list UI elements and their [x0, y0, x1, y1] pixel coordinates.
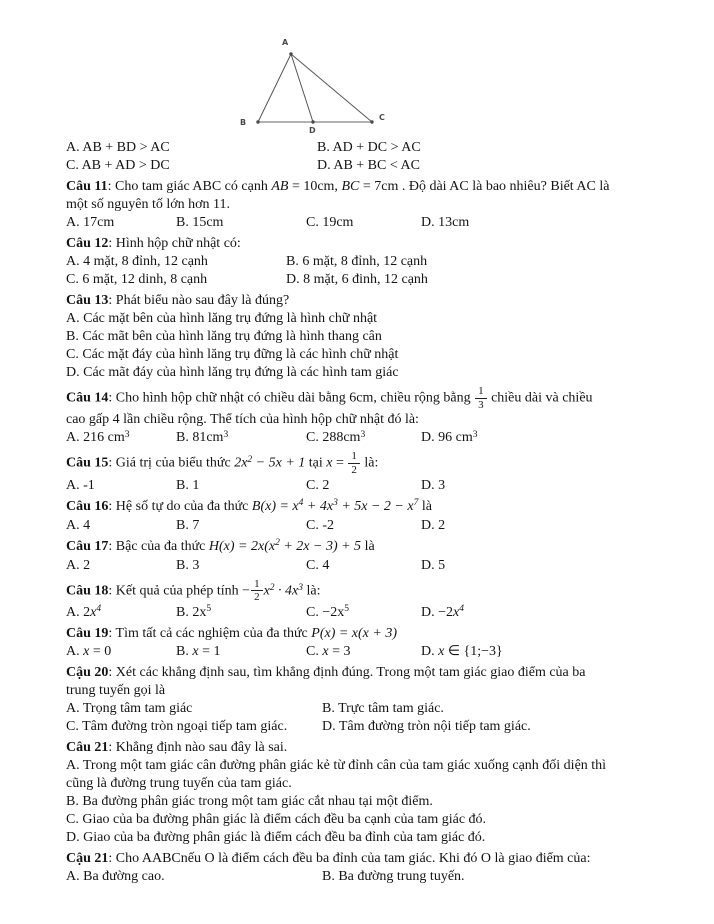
text-run: D.: [421, 643, 439, 659]
text-line: [66, 364, 666, 382]
answer-option: [176, 477, 199, 495]
text-run: C. Các mặt đáy của hình lăng trụ đững là các hình chữ nhật: [66, 347, 399, 362]
answer-option: [66, 477, 95, 495]
text-run: B. 6 mặt, 8 đỉnh, 12 cạnh: [286, 254, 428, 269]
text-run: x: [83, 643, 90, 659]
text-run: A. Trong một tam giác cân đường phân giác kẻ từ đỉnh cân của tam giác xuống cạnh đối diện thì: [66, 757, 607, 773]
answer-option-row: [66, 429, 666, 447]
answer-option: [317, 139, 421, 157]
text-run: A. -1: [66, 477, 95, 493]
answer-option-row: [66, 643, 666, 661]
vertex-label-b: B: [240, 118, 247, 127]
text-run: trung tuyến gọi là: [66, 682, 166, 698]
question-line: [66, 538, 666, 557]
text-run: C. AB + AD > DC: [66, 158, 170, 173]
text-line: [66, 811, 666, 829]
text-run: + 2x − 3) + 5: [279, 538, 362, 554]
answer-option: [66, 429, 129, 448]
answer-option: [322, 718, 531, 736]
answer-option: [421, 214, 469, 232]
text-run: A. 4: [66, 517, 91, 533]
text-run: D. AB + BC < AC: [317, 158, 420, 173]
text-run: x: [263, 583, 270, 599]
text-line: [66, 829, 666, 847]
text-run: x: [192, 643, 199, 659]
text-run: B. 7: [176, 517, 200, 533]
text-run: A. AB + BD > AC: [66, 140, 170, 155]
answer-option: [66, 214, 114, 232]
text-run: C. 2: [306, 477, 330, 493]
text-run: : Hệ số tự do của đa thức: [108, 498, 252, 514]
question-line: [66, 498, 666, 517]
text-run: Câu 16: [66, 498, 109, 514]
text-run: x: [90, 604, 97, 620]
text-run: B. 3: [176, 557, 200, 573]
answer-option: [421, 429, 477, 448]
text-run: x: [438, 643, 445, 659]
answer-option-row: [66, 139, 666, 157]
answer-option: [286, 253, 427, 271]
text-run: −: [242, 583, 251, 599]
answer-option: [66, 157, 170, 175]
question-line: [66, 850, 666, 868]
text-run: − 5x + 1: [252, 455, 306, 471]
text-run: tại: [305, 455, 327, 471]
text-run: + 4x: [303, 498, 334, 514]
text-run: 2: [247, 455, 253, 466]
text-run: 3: [360, 429, 366, 440]
text-line: [66, 757, 666, 775]
vertex-label-a: A: [282, 38, 289, 47]
text-run: : Hình hộp chữ nhật có:: [108, 236, 241, 251]
text-run: D. Các mãt đáy của hình lăng trụ đứng là các hình tam giác: [66, 365, 399, 380]
answer-option: [66, 253, 208, 271]
text-run: A. 4 mặt, 8 đỉnh, 12 cạnh: [66, 254, 208, 269]
answer-option: [317, 157, 420, 175]
text-line: [66, 682, 666, 700]
question-line: [66, 664, 666, 682]
text-run: : Khẳng định nào sau đây là sai.: [108, 739, 288, 755]
text-run: chiều dài và chiều: [487, 390, 593, 406]
text-run: B(x) = x: [251, 498, 299, 514]
text-run: 2: [275, 538, 280, 549]
text-line: [66, 328, 666, 346]
answer-option: [176, 517, 199, 535]
answer-option: [176, 604, 211, 623]
question-line: [66, 385, 666, 411]
text-run: : Cho hình hộp chữ nhật có chiều dài bằng 6cm, chiều rộng bằng: [108, 390, 475, 406]
answer-option: [66, 604, 101, 623]
text-run: 4: [298, 498, 304, 509]
answer-option: [322, 868, 465, 886]
math-fraction: $\frac{1}{3}$: [474, 385, 488, 411]
text-run: x: [453, 604, 460, 620]
triangle-figure: [228, 34, 406, 142]
text-run: D. 3: [421, 477, 446, 493]
text-run: A. 17cm: [66, 215, 115, 230]
text-run: một số nguyên tố lớn hơn 11.: [66, 197, 231, 212]
answer-option: [66, 643, 111, 661]
text-line: [66, 793, 666, 811]
text-run: = 3: [328, 643, 351, 659]
text-run: : Kết quả của phép tính: [108, 583, 243, 599]
text-run: B. Các mãt bên của hình lăng trụ đứng là hình thang cân: [66, 329, 382, 344]
answer-option-row: [66, 253, 666, 271]
text-line: [66, 310, 666, 328]
vertex-label-c: C: [379, 113, 385, 122]
text-run: = 7cm . Độ dài AC là bao nhiêu? Biết AC là: [359, 179, 610, 194]
question-line: [66, 578, 666, 604]
answer-option: [66, 139, 170, 157]
answer-option: [421, 557, 445, 575]
answer-option-row: [66, 718, 666, 736]
answer-option: [176, 557, 199, 575]
text-line: [66, 346, 666, 364]
text-run: B. 15cm: [176, 215, 224, 230]
text-run: : Cho AABCnếu O là điểm cách đều ba đỉnh của tam giác. Khi đó O là giao điểm của:: [108, 850, 591, 866]
text-run: D. Tâm đường tròn nội tiếp tam giác.: [322, 718, 531, 734]
text-run: 4: [459, 604, 464, 615]
text-run: Cậu 21: [66, 850, 109, 866]
text-run: C. 288cm: [306, 430, 361, 446]
answer-option-row: [66, 557, 666, 575]
answer-option: [176, 429, 228, 448]
answer-option: [306, 604, 349, 623]
triangle-drawing: [228, 34, 406, 142]
text-run: = 1: [198, 643, 221, 659]
text-run: C. −2x: [306, 604, 345, 620]
answer-option: [421, 517, 445, 535]
text-run: B. Trực tâm tam giác.: [322, 700, 444, 716]
answer-option: [306, 429, 365, 448]
answer-option: [176, 214, 223, 232]
text-run: C. -2: [306, 517, 334, 533]
text-run: là:: [303, 583, 321, 599]
document-content: [66, 139, 666, 886]
text-run: = 0: [89, 643, 112, 659]
text-run: là:: [360, 455, 379, 471]
answer-option: [322, 700, 444, 718]
text-run: D. −2: [421, 604, 454, 620]
text-run: Câu 21: [66, 739, 109, 755]
question-line: [66, 450, 666, 476]
text-run: cũng là đường trung tuyến của tam giác.: [66, 775, 292, 791]
math-fraction: $\frac{1}{2}$: [347, 450, 361, 476]
text-run: Câu 15: [66, 455, 109, 471]
text-run: BC: [341, 179, 360, 194]
text-run: =: [332, 455, 348, 471]
text-run: C. 4: [306, 557, 330, 573]
text-run: 2: [269, 582, 275, 593]
answer-option-row: [66, 214, 666, 232]
text-run: Câu 11: [66, 179, 108, 194]
text-run: C. 19cm: [306, 215, 354, 230]
answer-option-row: [66, 271, 666, 289]
answer-option: [66, 557, 90, 575]
text-run: Câu 17: [66, 538, 109, 554]
question-line: [66, 625, 666, 643]
text-run: A. 2: [66, 557, 91, 573]
text-run: ∈ {1;−3}: [444, 643, 503, 659]
answer-option-row: [66, 477, 666, 495]
vertex-label-d: D: [309, 126, 316, 135]
text-run: x: [322, 643, 329, 659]
text-run: : Giá trị của biểu thức: [108, 455, 235, 471]
answer-option: [306, 517, 334, 535]
question-line: [66, 235, 666, 253]
text-run: Câu 13: [66, 293, 109, 308]
answer-option-row: [66, 700, 666, 718]
text-run: B. 81cm: [176, 430, 224, 446]
text-run: D. 2: [421, 517, 446, 533]
text-run: Câu 19: [66, 625, 109, 641]
text-run: B. Ba đường phân giác trong một tam giác cắt nhau tại một điểm.: [66, 793, 433, 809]
text-run: 5: [344, 604, 349, 615]
answer-option: [66, 271, 207, 289]
text-run: 3: [298, 582, 303, 593]
text-run: B. 1: [176, 477, 200, 493]
answer-option: [306, 643, 350, 661]
answer-option: [176, 643, 220, 661]
question-line: [66, 178, 666, 196]
text-run: A. Các mặt bên của hình lăng trụ đứng là hình chữ nhật: [66, 311, 378, 326]
text-run: C. 6 mặt, 12 dinh, 8 cạnh: [66, 272, 208, 287]
answer-option: [306, 214, 353, 232]
answer-option: [66, 517, 90, 535]
answer-option: [286, 271, 428, 289]
text-run: : Bậc của đa thức: [108, 538, 209, 554]
text-run: 2x: [234, 455, 248, 471]
text-run: 3: [124, 429, 130, 440]
text-run: C.: [306, 643, 323, 659]
text-run: B. Ba đường trung tuyến.: [322, 868, 465, 884]
text-run: Cậu 20: [66, 664, 109, 680]
text-run: · 4x: [274, 583, 299, 599]
text-run: AB: [271, 179, 289, 194]
answer-option-row: [66, 868, 666, 886]
text-run: C. Giao của ba đường phân giác là điểm cách đều ba cạnh của tam giác đó.: [66, 811, 487, 827]
text-run: : Cho tam giác ABC có cạnh: [107, 179, 272, 194]
text-run: Câu 18: [66, 583, 109, 599]
answer-option: [66, 700, 192, 718]
text-run: H(x) = 2x(x: [208, 538, 276, 554]
math-fraction: $\frac{1}{2}$: [250, 578, 264, 604]
text-run: Câu 12: [66, 236, 109, 251]
answer-option-row: [66, 604, 666, 622]
text-run: A. Ba đường cao.: [66, 868, 165, 884]
text-run: B. AD + DC > AC: [317, 140, 421, 155]
text-run: A.: [66, 643, 84, 659]
text-run: : Phát biểu nào sau đây là đúng?: [108, 293, 290, 308]
text-run: D. 13cm: [421, 215, 470, 230]
answer-option-row: [66, 157, 666, 175]
text-run: + 5x − 2 − x: [337, 498, 414, 514]
text-run: 3: [472, 429, 478, 440]
text-run: D. 96 cm: [421, 430, 473, 446]
text-run: A. Trọng tâm tam giác: [66, 700, 193, 716]
text-line: [66, 411, 666, 429]
question-line: [66, 739, 666, 757]
text-run: 7: [413, 498, 419, 509]
answer-option: [421, 477, 445, 495]
answer-option: [421, 643, 503, 661]
text-run: A. 2: [66, 604, 91, 620]
answer-option: [306, 557, 329, 575]
text-run: D. 5: [421, 557, 446, 573]
text-run: B.: [176, 643, 193, 659]
text-run: : Xét các khẳng định sau, tìm khẳng định đúng. Trong một tam giác giao điểm của ba: [108, 664, 586, 680]
text-run: 3: [223, 429, 229, 440]
answer-option: [66, 868, 165, 886]
text-run: P(x) = x(x + 3): [311, 625, 398, 641]
text-run: D. Giao của ba đường phân giác là điểm cách đều ba đỉnh của tam giác đó.: [66, 829, 486, 845]
question-line: [66, 292, 666, 310]
text-run: 4: [96, 604, 102, 615]
text-line: [66, 196, 666, 214]
text-run: : Tìm tất cả các nghiệm của đa thức: [108, 625, 312, 641]
text-run: là: [418, 498, 432, 514]
answer-option-row: [66, 517, 666, 535]
text-run: B. 2x: [176, 604, 207, 620]
answer-option: [421, 604, 464, 623]
text-run: C. Tâm đường tròn ngoại tiếp tam giác.: [66, 718, 288, 734]
text-run: cao gấp 4 lần chiều rộng. Thể tích của hình hộp chữ nhật đó là:: [66, 412, 419, 428]
text-run: là: [361, 538, 375, 554]
answer-option: [66, 718, 287, 736]
text-run: D. 8 mặt, 6 đinh, 12 cạnh: [286, 272, 428, 287]
text-line: [66, 775, 666, 793]
text-run: 5: [206, 604, 212, 615]
answer-option: [306, 477, 329, 495]
text-run: Câu 14: [66, 390, 109, 406]
text-run: A. 216 cm: [66, 430, 125, 446]
text-run: x: [326, 455, 333, 471]
text-run: = 10cm,: [288, 179, 342, 194]
text-run: 3: [333, 498, 338, 509]
